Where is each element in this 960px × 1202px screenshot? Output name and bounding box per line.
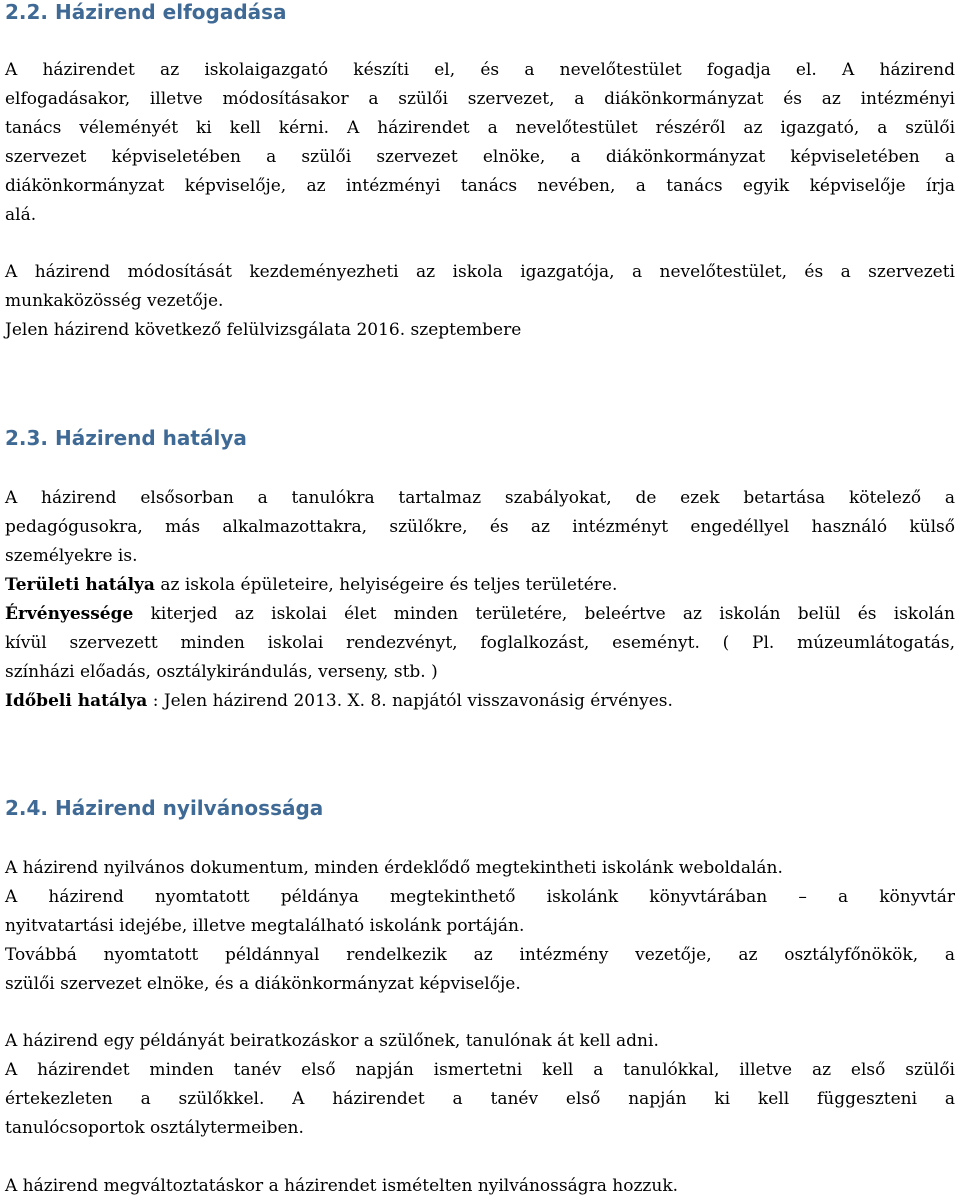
temporal-scope-label: Időbeli hatálya [5,691,148,711]
paragraph-line: A házirend megváltoztatáskor a házirendet ismételten nyilvánosságra hozzuk. [5,1176,679,1196]
temporal-scope-text: : Jelen házirend 2013. X. 8. napjától visszavonásig érvényes. [147,691,673,711]
paragraph-line: munkaközösség vezetője. [5,291,224,311]
paragraph-line: A házirend nyilvános dokumentum, minden érdeklődő megtekintheti iskolánk weboldalán. [5,858,783,878]
section-heading-2-3: 2.3. Házirend hatálya [5,426,247,450]
paragraph-line: értekezleten a szülőkkel. A házirendet a tanév első napján ki kell függeszteni a [5,1089,955,1109]
paragraph-line: A házirend nyomtatott példánya megtekinthető iskolánk könyvtárában – a könyvtár [5,887,955,907]
paragraph-line: elfogadásakor, illetve módosításakor a szülői szervezet, a diákönkormányzat és az intézményi [5,89,955,109]
paragraph-line: Jelen házirend következő felülvizsgálata 2016. szeptembere [5,320,522,340]
paragraph-line: tanulócsoportok osztálytermeiben. [5,1118,304,1138]
paragraph-line: személyekre is. [5,546,138,566]
validity-label: Érvényessége [5,604,134,624]
territorial-scope-label: Területi hatálya [5,575,155,595]
paragraph-line: A házirend módosítását kezdeményezheti az iskola igazgatója, a nevelőtestület, és a szervezeti [5,262,955,282]
paragraph-line: nyitvatartási idejébe, illetve megtalálható iskolánk portáján. [5,916,525,936]
paragraph-line: pedagógusokra, más alkalmazottakra, szülőkre, és az intézményt engedéllyel használó külső [5,517,955,537]
paragraph-line: színházi előadás, osztálykirándulás, verseny, stb. ) [5,662,438,682]
paragraph-line: A házirend elsősorban a tanulókra tartalmaz szabályokat, de ezek betartása kötelező a [5,488,955,508]
validity-text: kiterjed az iskolai élet minden területére, beleértve az iskolán belül és iskolán [133,604,955,624]
section-heading-2-4: 2.4. Házirend nyilvánossága [5,796,324,820]
paragraph-line: Továbbá nyomtatott példánnyal rendelkezik az intézmény vezetője, az osztályfőnökök, a [5,945,955,965]
paragraph-line: alá. [5,205,37,225]
territorial-scope-line [5,570,955,600]
temporal-scope-line [5,686,955,716]
paragraph-line: A házirendet minden tanév első napján ismertetni kell a tanulókkal, illetve az első szülői [5,1060,955,1080]
paragraph-line: szülői szervezet elnöke, és a diákönkormányzat képviselője. [5,974,521,994]
paragraph-line: A házirendet az iskolaigazgató készíti el, és a nevelőtestület fogadja el. A házirend [5,60,955,80]
paragraph-line: diákönkormányzat képviselője, az intézményi tanács nevében, a tanács egyik képviselője írja [5,176,955,196]
paragraph-line: szervezet képviseletében a szülői szervezet elnöke, a diákönkormányzat képviseletében a [5,147,955,167]
territorial-scope-text: az iskola épületeire, helyiségeire és teljes területére. [154,575,618,595]
section-heading-2-2: 2.2. Házirend elfogadása [5,0,287,24]
paragraph-line: tanács véleményét ki kell kérni. A házirendet a nevelőtestület részéről az igazgató, a szülői [5,118,955,138]
validity-line [5,599,955,629]
paragraph-line: A házirend egy példányát beiratkozáskor a szülőnek, tanulónak át kell adni. [5,1031,659,1051]
paragraph-line: kívül szervezett minden iskolai rendezvényt, foglalkozást, eseményt. ( Pl. múzeumlátogatás, [5,633,955,653]
